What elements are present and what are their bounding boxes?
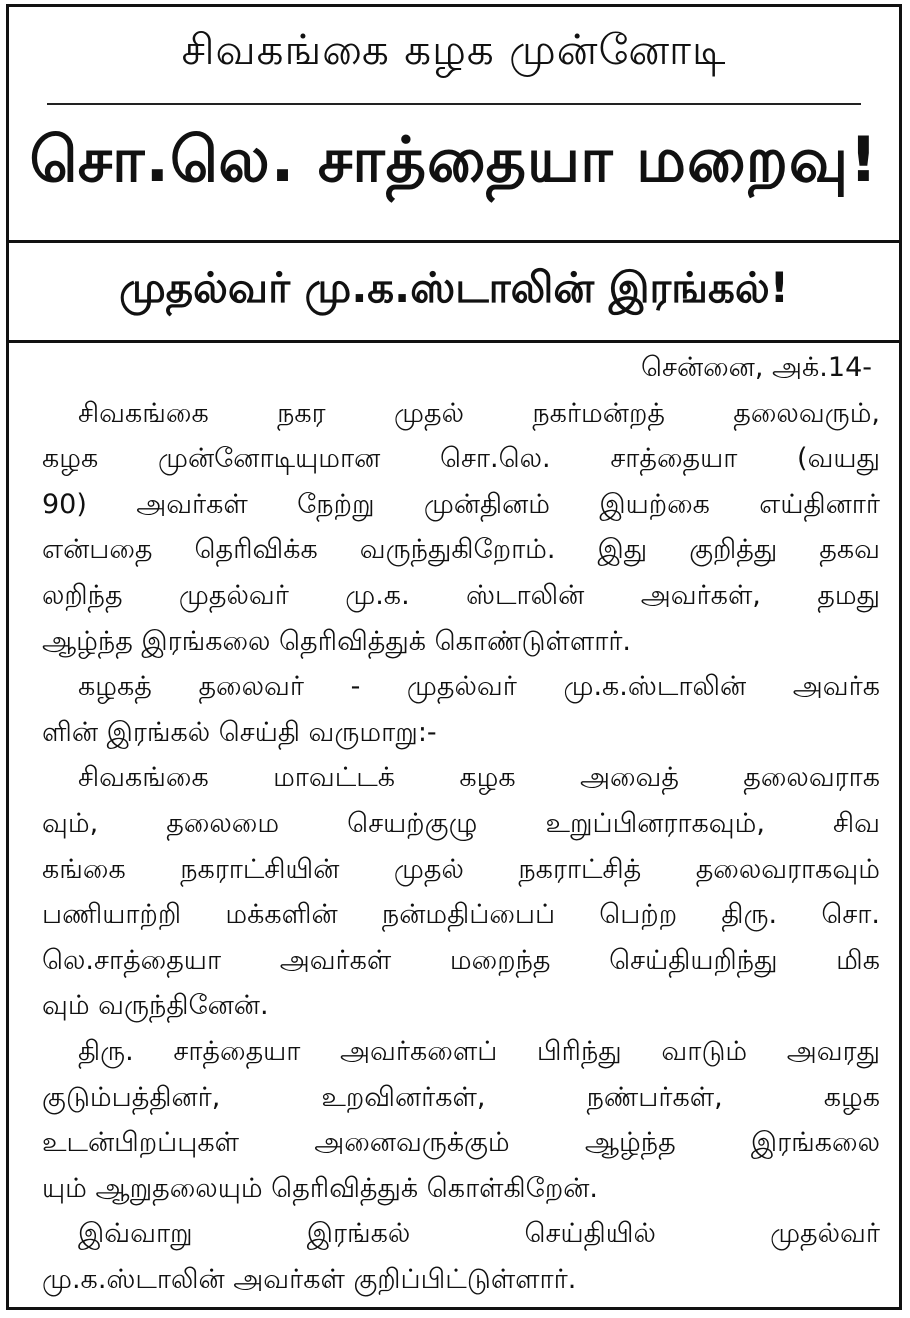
text-line: வும் வருந்தினேன்.: [42, 990, 269, 1022]
article-body: [42, 345, 880, 1302]
text-line: கழகத் தலைவர் - முதல்வர் மு.க.ஸ்டாலின் அவர்க: [78, 671, 880, 703]
text-line: என்பதை தெரிவிக்க வருந்துகிறோம். இது குறித்து தகவ: [42, 534, 880, 566]
header-box: [9, 7, 899, 243]
paragraph: [42, 1029, 880, 1211]
text-line: ஆழ்ந்த இரங்கலை தெரிவித்துக் கொண்டுள்ளார்.: [42, 625, 632, 657]
text-line: மு.க.ஸ்டாலின் அவர்கள் குறிப்பிட்டுள்ளார்.: [42, 1263, 577, 1295]
subheadline-box: [9, 243, 899, 343]
headline: சொ.லெ. சாத்தையா மறைவு!: [29, 123, 879, 196]
paragraph: [42, 664, 880, 755]
subheadline: முதல்வர் மு.க.ஸ்டாலின் இரங்கல்!: [119, 263, 789, 312]
text-line: லறிந்த முதல்வர் மு.க. ஸ்டாலின் அவர்கள், தமது: [42, 579, 880, 611]
text-line: திரு. சாத்தையா அவர்களைப் பிரிந்து வாடும் அவரது: [78, 1035, 880, 1067]
text-line: வும், தலைமை செயற்குழு உறுப்பினராகவும், சிவ: [42, 807, 880, 839]
text-line: சிவகங்கை மாவட்டக் கழக அவைத் தலைவராக: [78, 762, 880, 794]
text-line: சிவகங்கை நகர முதல் நகர்மன்றத் தலைவரும்,: [78, 397, 880, 429]
paragraph: [42, 391, 880, 665]
kicker: சிவகங்கை கழக முன்னோடி: [181, 25, 727, 74]
text-line: யும் ஆறுதலையும் தெரிவித்துக் கொள்கிறேன்.: [42, 1172, 598, 1204]
text-line: ளின் இரங்கல் செய்தி வருமாறு:-: [42, 716, 437, 748]
paragraph: [42, 1211, 880, 1302]
text-line: கழக முன்னோடியுமான சொ.லெ. சாத்தையா (வயது: [42, 443, 880, 475]
text-line: உடன்பிறப்புகள் அனைவருக்கும் ஆழ்ந்த இரங்கலை: [42, 1127, 880, 1159]
text-line: இவ்வாறு இரங்கல் செய்தியில் முதல்வர்: [78, 1218, 880, 1250]
text-line: பணியாற்றி மக்களின் நன்மதிப்பைப் பெற்ற திரு. சொ.: [42, 899, 880, 931]
dateline: சென்னை, அக்.14-: [640, 352, 872, 383]
text-line: லெ.சாத்தையா அவர்கள் மறைந்த செய்தியறிந்து மிக: [42, 944, 880, 976]
header-divider: [47, 103, 861, 105]
paragraph: [42, 755, 880, 1029]
text-line: 90) அவர்கள் நேற்று முன்தினம் இயற்கை எய்தினார்: [42, 488, 880, 520]
text-line: கங்கை நகராட்சியின் முதல் நகராட்சித் தலைவராகவும்: [42, 853, 880, 885]
text-line: குடும்பத்தினர், உறவினர்கள், நண்பர்கள், கழக: [42, 1081, 880, 1113]
